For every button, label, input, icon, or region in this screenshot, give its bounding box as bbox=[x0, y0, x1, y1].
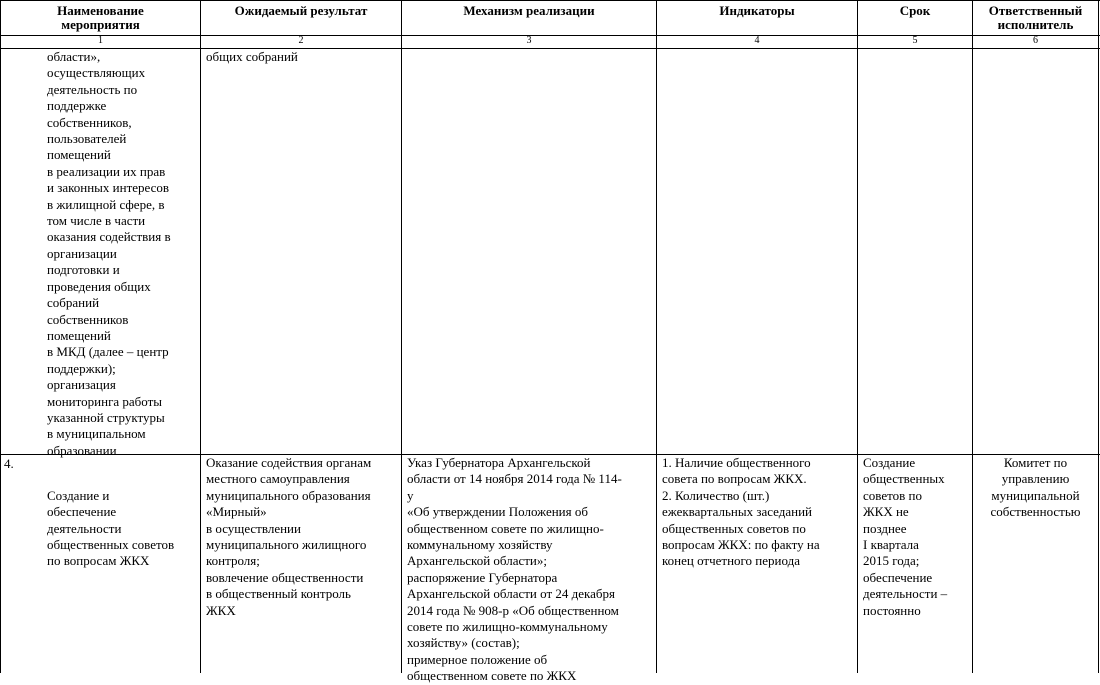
header-result-text: Ожидаемый результат bbox=[234, 3, 368, 18]
header-indicators bbox=[656, 1, 857, 35]
row2-name: Создание и обеспечение деятельности общественных советов по вопросам ЖКХ bbox=[47, 487, 175, 569]
row1-mechanism bbox=[401, 48, 656, 454]
row1-result: общих собраний bbox=[200, 48, 401, 454]
row1-executor bbox=[972, 48, 1099, 454]
column-number: 5 bbox=[857, 34, 972, 48]
column-number: 6 bbox=[972, 34, 1099, 48]
row2-name-cell bbox=[0, 454, 200, 673]
row1-term bbox=[857, 48, 972, 454]
column-number: 4 bbox=[656, 34, 857, 48]
table-header bbox=[0, 0, 1100, 36]
table-row bbox=[0, 48, 1100, 458]
row2-term: Создание общественных советов по ЖКХ не позднее I квартала 2015 года; обеспечение деятельности – постоянно bbox=[857, 454, 972, 673]
row1-name: области», осуществляющих деятельность по поддержке собственников, пользователей помещений в реализации их прав и законных интересов в жилищной сфере, в том числе в части оказания содействия в организации подготовки и проведения общих собраний собственников помещений в МКД (далее – центр поддержки); организация мониторинга работы указанной структуры в муниципальном образовании bbox=[0, 48, 200, 454]
header-term bbox=[857, 1, 972, 35]
header-executor-text: Ответственный исполнитель bbox=[988, 3, 1083, 32]
header-executor bbox=[972, 1, 1099, 35]
header-term-text: Срок bbox=[899, 3, 931, 18]
column-number: 1 bbox=[0, 34, 200, 48]
header-name-text: Наименование мероприятия bbox=[57, 3, 144, 32]
row2-executor: Комитет по управлению муниципальной собственностью bbox=[972, 454, 1099, 673]
row2-indicators: 1. Наличие общественного совета по вопросам ЖКХ. 2. Количество (шт.) ежеквартальных заседаний общественных советов по вопросам ЖКХ: по факту на конец отчетного периода bbox=[656, 454, 857, 673]
header-indicators-text: Индикаторы bbox=[719, 3, 795, 18]
column-number: 2 bbox=[200, 34, 401, 48]
row2-result: Оказание содействия органам местного самоуправления муниципального образования «Мирный» в осуществлении муниципального жилищного контроля; вовлечение общественности в общественный контроль ЖКХ bbox=[200, 454, 401, 673]
header-name bbox=[0, 1, 200, 35]
header-mechanism-text: Механизм реализации bbox=[463, 3, 595, 18]
table-row bbox=[0, 454, 1100, 684]
header-result bbox=[200, 1, 401, 35]
column-number: 3 bbox=[401, 34, 656, 48]
header-mechanism bbox=[401, 1, 656, 35]
column-numbers-row bbox=[0, 34, 1100, 49]
row2-mechanism: Указ Губернатора Архангельской области от 14 ноября 2014 года № 114- у «Об утверждении Положения об общественном совете по жилищно- коммунальному хозяйству Архангельской области»; распоряжение Губернатора Архангельской области от 24 декабря 2014 года № 908-р «Об общественном совете по жилищно-коммунальному хозяйству» (состав); примерное положение об общественном совете по ЖКХ bbox=[401, 454, 656, 673]
row2-number: 4. bbox=[4, 456, 14, 471]
row1-indicators bbox=[656, 48, 857, 454]
